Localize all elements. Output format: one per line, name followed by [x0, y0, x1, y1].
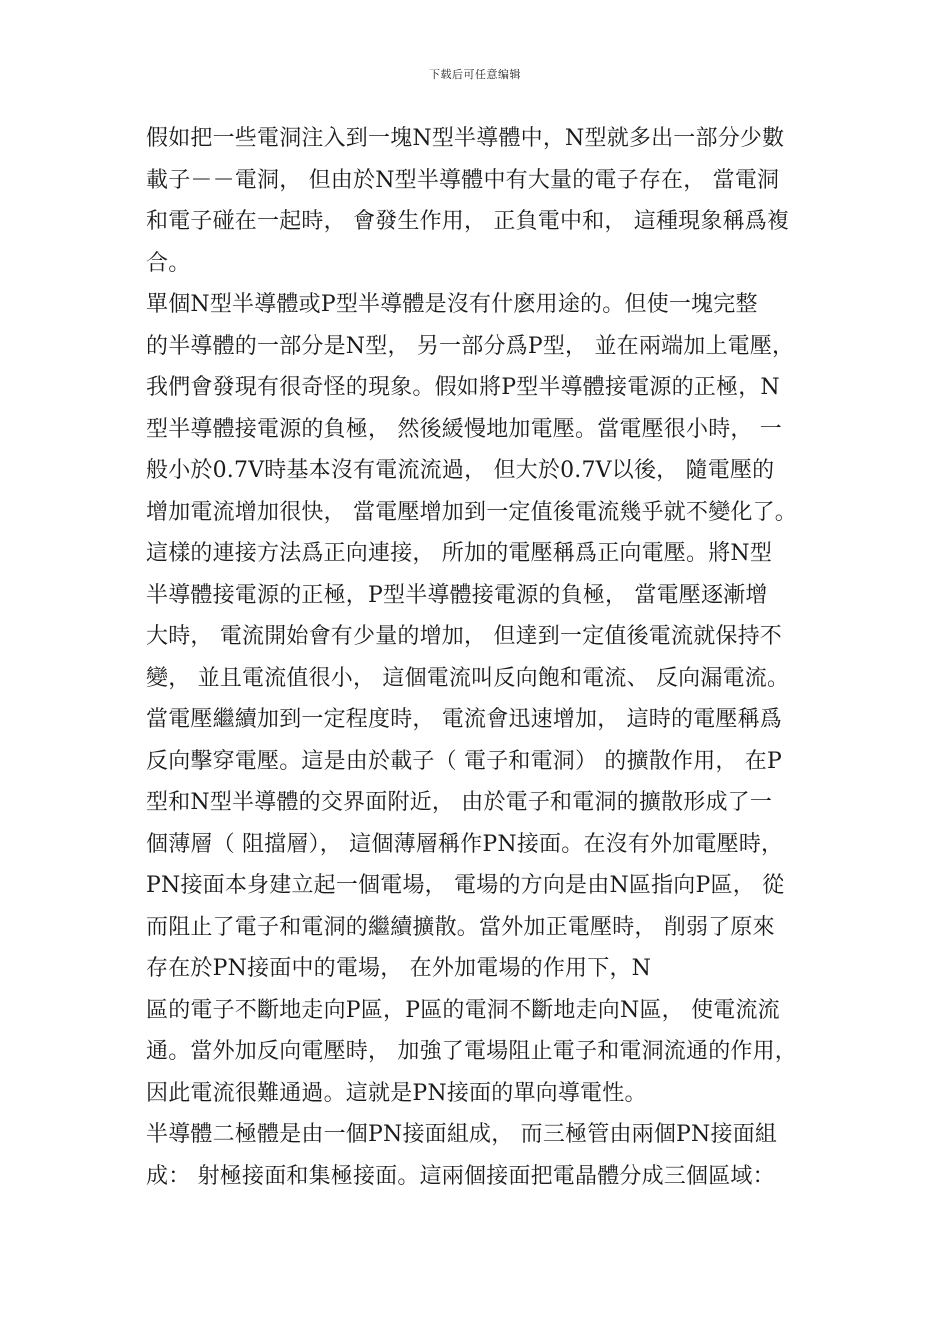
text-line: 我們會發現有很奇怪的現象。假如將P型半導體接電源的正極，N [146, 375, 780, 400]
text-line: 因此電流很難通過。這就是PN接面的單向導電性。 [146, 1080, 647, 1106]
text-line: 變， 並且電流值很小， 這個電流叫反向飽和電流、 反向漏電流。 [146, 665, 790, 691]
text-line: 單個N型半導體或P型半導體是沒有什麽用途的。但使一塊完整 [146, 292, 758, 317]
text-line: 大時， 電流開始會有少量的增加， 但達到一定值後電流就保持不 [146, 624, 782, 649]
text-line: 型半導體接電源的負極， 然後緩慢地加電壓。當電壓很小時， 一 [146, 416, 782, 442]
document-body [146, 118, 836, 1197]
text-line: 和電子碰在一起時， 會發生作用， 正負電中和， 這種現象稱爲複 [146, 209, 790, 234]
text-line: 載子－－電洞， 但由於N型半導體中有大量的電子存在， 當電洞 [146, 167, 780, 193]
text-line: 成： 射極接面和集極接面。這兩個接面把電晶體分成三個區域： [146, 1163, 775, 1189]
text-line: 的半導體的一部分是N型， 另一部分爲P型， 並在兩端加上電壓， [146, 333, 795, 359]
text-line: 合。 [146, 250, 191, 276]
text-line: 個薄層（ 阻擋層）， 這個薄層稱作PN接面。在沒有外加電壓時， [146, 831, 784, 857]
text-line: 而阻止了電子和電洞的繼續擴散。當外加正電壓時， 削弱了原來 [146, 914, 775, 940]
text-line: 這樣的連接方法爲正向連接， 所加的電壓稱爲正向電壓。將N型 [146, 541, 773, 566]
text-line: 增加電流增加很快， 當電壓增加到一定值後電流幾乎就不變化了。 [146, 499, 797, 525]
text-line: 半導體二極體是由一個PN接面組成， 而三極管由兩個PN接面組 [146, 1122, 778, 1147]
text-line: 型和N型半導體的交界面附近， 由於電子和電洞的擴散形成了一 [146, 790, 773, 815]
text-line: 半導體接電源的正極，P型半導體接電源的負極， 當電壓逐漸增 [146, 582, 768, 608]
text-line: 區的電子不斷地走向P區，P區的電洞不斷地走向N區， 使電流流 [146, 997, 780, 1023]
text-line: 當電壓繼續加到一定程度時， 電流會迅速增加， 這時的電壓稱爲 [146, 707, 782, 732]
page-header: 下载后可任意编辑 [429, 68, 521, 81]
text-line: 假如把一些電洞注入到一塊N型半導體中，N型就多出一部分少數 [146, 126, 785, 151]
text-line: 通。當外加反向電壓時， 加強了電場阻止電子和電洞流通的作用， [146, 1039, 797, 1064]
text-line: PN接面本身建立起一個電場， 電場的方向是由N區指向P區， 從 [146, 873, 785, 898]
text-line: 反向擊穿電壓。這是由於載子（ 電子和電洞） 的擴散作用， 在P [146, 748, 782, 774]
text-line: 存在於PN接面中的電場， 在外加電場的作用下，N [146, 956, 652, 981]
text-line: 般小於0.7V時基本沒有電流流過， 但大於0.7V以後， 隨電壓的 [146, 458, 775, 483]
